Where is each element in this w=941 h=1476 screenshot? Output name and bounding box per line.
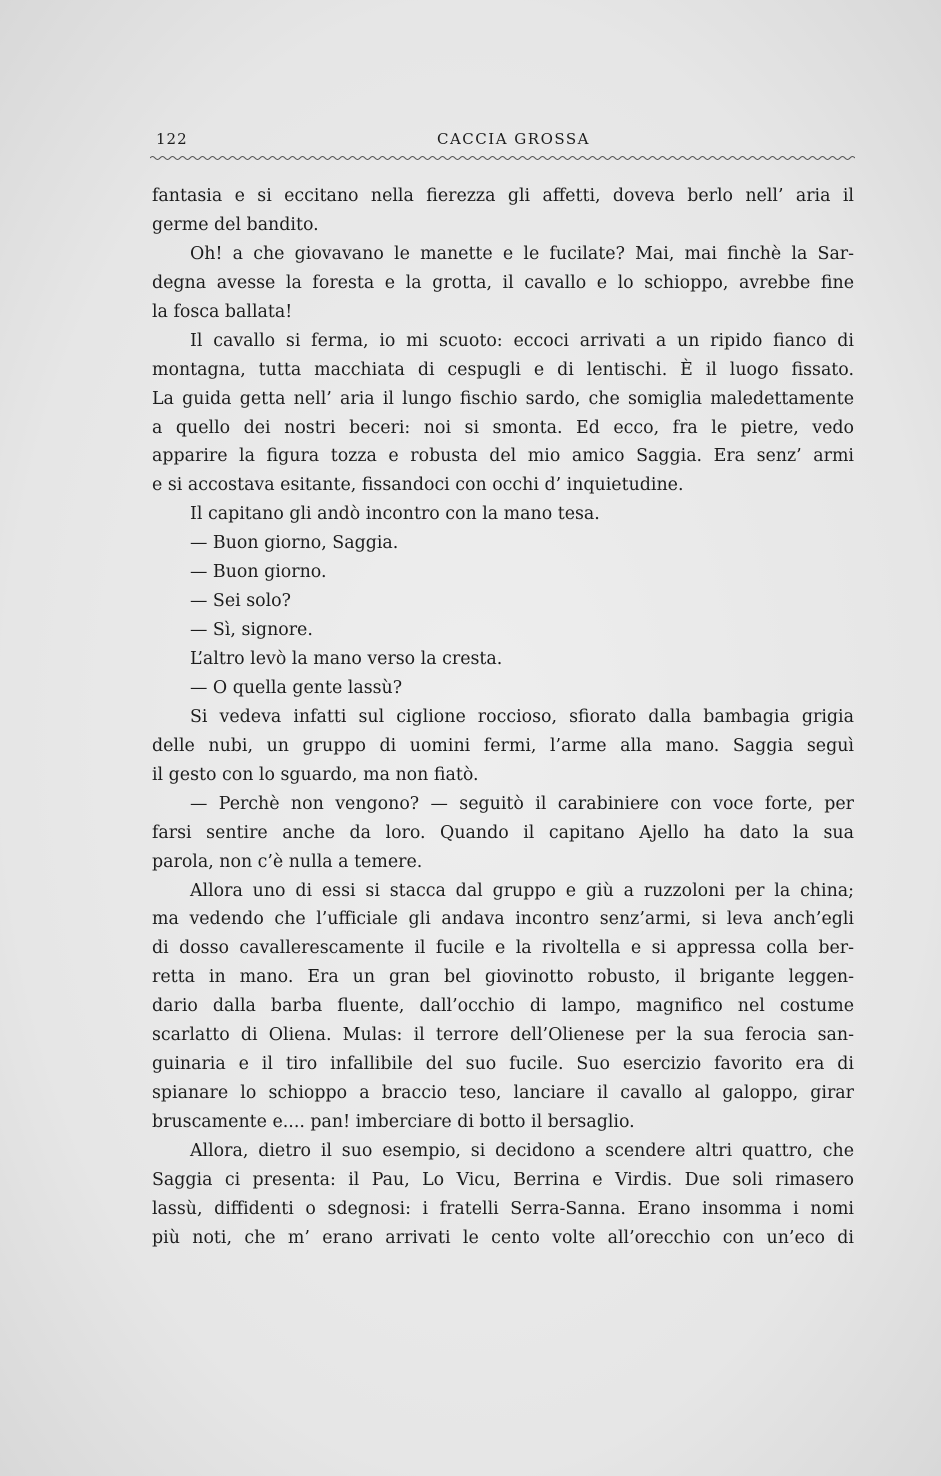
text-line: Il capitano gli andò incontro con la mano tesa. [190,504,600,525]
text-line: degna avesse la foresta e la grotta, il cavallo e lo schioppo, avrebbe fine [152,272,854,293]
text-line: più noti, che m’ erano arrivati le cento volte all’orecchio con un’eco di [152,1227,854,1248]
text-line: montagna, tutta macchiata di cespugli e di lentischi. È il luogo fissato. [152,359,854,380]
text-line: farsi sentire anche da loro. Quando il capitano Ajello ha dato la sua [152,822,854,843]
text-line: spianare lo schioppo a braccio teso, lanciare il cavallo al galoppo, girar [152,1083,854,1104]
text-line: retta in mano. Era un gran bel giovinotto robusto, il brigante leggen- [152,967,854,988]
text-line: scarlatto di Oliena. Mulas: il terrore dell’Olienese per la sua ferocia san- [152,1025,854,1046]
header-wavy-rule [150,154,855,162]
text-line: delle nubi, un gruppo di uomini fermi, l’arme alla mano. Saggia seguì [152,735,854,756]
text-line: fantasia e si eccitano nella fierezza gli affetti, doveva berlo nell’ aria il [152,186,854,206]
text-line: Saggia ci presenta: il Pau, Lo Vicu, Berrina e Virdis. Due soli rimasero [152,1169,854,1190]
text-line: germe del bandito. [152,214,319,235]
text-line: — Perchè non vengono? — seguitò il carabiniere con voce forte, per [190,793,854,814]
text-line: ma vedendo che l’ufficiale gli andava incontro senz’armi, si leva anch’egli [152,909,854,930]
text-line: di dosso cavallerescamente il fucile e la rivoltella e si appressa colla ber- [152,938,854,959]
text-line: — Buon giorno, Saggia. [190,533,399,554]
page-number: 122 [156,130,188,148]
text-line: a quello dei nostri beceri: noi si smonta. Ed ecco, fra le pietre, vedo [152,417,854,438]
page-header [152,126,852,156]
text-line: lassù, diffidenti o sdegnosi: i fratelli Serra-Sanna. Erano insomma i nomi [152,1198,854,1219]
text-line: Oh! a che giovavano le manette e le fucilate? Mai, mai finchè la Sar- [190,243,854,264]
text-line: — Sei solo? [190,591,291,612]
text-line: L’altro levò la mano verso la cresta. [190,649,503,669]
text-line: — O quella gente lassù? [190,677,403,698]
text-line: il gesto con lo sguardo, ma non fiatò. [152,764,479,785]
text-line: Si vedeva infatti sul ciglione roccioso, sfiorato dalla bambagia grigia [190,706,854,727]
text-line: Allora uno di essi si stacca dal gruppo e giù a ruzzoloni per la china; [190,880,854,901]
running-title: CACCIA GROSSA [437,130,590,148]
body-text [152,182,854,1253]
text-line: la fosca ballata! [152,301,293,322]
text-line: guinaria e il tiro infallibile del suo fucile. Suo esercizio favorito era di [152,1054,854,1075]
text-line: — Buon giorno. [190,562,327,583]
text-line: parola, non c’è nulla a temere. [152,851,423,872]
text-line: bruscamente e.... pan! imberciare di botto il bersaglio. [152,1112,635,1132]
text-line: dario dalla barba fluente, dall’occhio di lampo, magnifico nel costume [152,996,854,1017]
text-line: — Sì, signore. [190,620,313,641]
text-line: Il cavallo si ferma, io mi scuoto: eccoci arrivati a un ripido fianco di [190,330,854,351]
text-line: apparire la figura tozza e robusta del mio amico Saggia. Era senz’ armi [152,446,854,467]
text-line: e si accostava esitante, fissandoci con occhi d’ inquietudine. [152,475,684,496]
text-line: La guida getta nell’ aria il lungo fischio sardo, che somiglia maledettamente [152,388,854,409]
text-line: Allora, dietro il suo esempio, si decidono a scendere altri quattro, che [190,1140,854,1161]
